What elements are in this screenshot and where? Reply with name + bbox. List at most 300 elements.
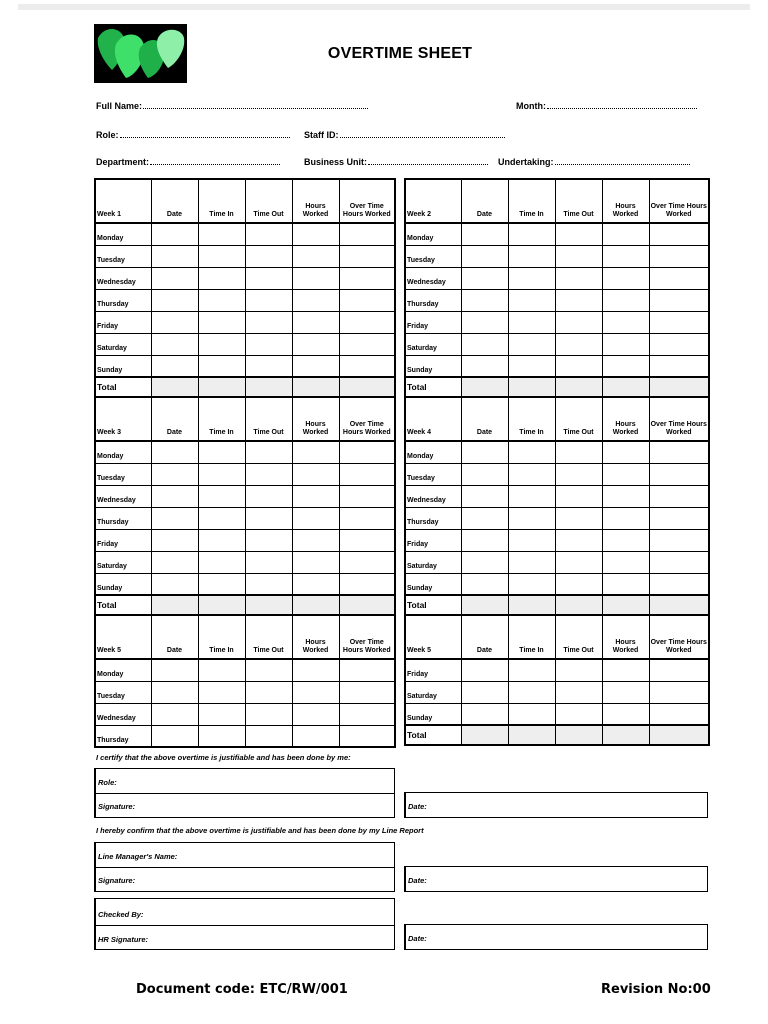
total-cell[interactable] [602, 377, 649, 397]
entry-cell[interactable] [198, 573, 245, 595]
full-name-field[interactable] [96, 101, 368, 111]
entry-cell[interactable] [339, 703, 395, 725]
entry-cell[interactable] [245, 289, 292, 311]
month-label: Month: [516, 101, 546, 111]
certify-statement: I certify that the above overtime is justifiable and has been done by me: [96, 753, 351, 762]
undertaking-line [555, 157, 690, 165]
entry-cell[interactable] [602, 289, 649, 311]
week-2-table [404, 178, 710, 398]
day-label: Thursday [95, 725, 151, 747]
entry-cell[interactable] [151, 703, 198, 725]
table-row [405, 507, 709, 529]
entry-cell[interactable] [245, 441, 292, 463]
table-header-row [405, 179, 709, 223]
entry-cell[interactable] [649, 681, 709, 703]
entry-cell[interactable] [245, 529, 292, 551]
entry-cell[interactable] [151, 507, 198, 529]
divider [96, 867, 394, 868]
entry-cell[interactable] [151, 245, 198, 267]
entry-cell[interactable] [555, 223, 602, 245]
undertaking-field[interactable] [498, 157, 690, 167]
entry-cell[interactable] [461, 551, 508, 573]
entry-cell[interactable] [339, 573, 395, 595]
entry-cell[interactable] [602, 703, 649, 725]
entry-cell[interactable] [151, 223, 198, 245]
entry-cell[interactable] [508, 333, 555, 355]
total-cell[interactable] [461, 725, 508, 745]
entry-cell[interactable] [198, 725, 245, 747]
entry-cell[interactable] [649, 311, 709, 333]
column-header: Time In [198, 397, 245, 441]
entry-cell[interactable] [602, 507, 649, 529]
table-row [95, 355, 395, 377]
manager-signature-field[interactable]: Signature: [98, 876, 136, 885]
entry-cell[interactable] [649, 659, 709, 681]
entry-cell[interactable] [508, 507, 555, 529]
total-cell[interactable] [602, 725, 649, 745]
entry-cell[interactable] [508, 681, 555, 703]
entry-cell[interactable] [151, 333, 198, 355]
entry-cell[interactable] [339, 551, 395, 573]
table-row [95, 551, 395, 573]
entry-cell[interactable] [649, 573, 709, 595]
entry-cell[interactable] [555, 289, 602, 311]
entry-cell[interactable] [461, 681, 508, 703]
week-3-table [94, 396, 396, 616]
manager-date-box[interactable] [404, 866, 708, 892]
entry-cell[interactable] [292, 355, 339, 377]
total-cell[interactable] [508, 595, 555, 615]
entry-cell[interactable] [649, 441, 709, 463]
day-label: Tuesday [95, 681, 151, 703]
entry-cell[interactable] [245, 333, 292, 355]
entry-cell[interactable] [151, 659, 198, 681]
entry-cell[interactable] [461, 529, 508, 551]
column-header: Over Time Hours Worked [339, 397, 395, 441]
entry-cell[interactable] [649, 355, 709, 377]
entry-cell[interactable] [555, 333, 602, 355]
entry-cell[interactable] [198, 659, 245, 681]
entry-cell[interactable] [339, 311, 395, 333]
column-header: Date [151, 615, 198, 659]
entry-cell[interactable] [602, 659, 649, 681]
entry-cell[interactable] [508, 267, 555, 289]
total-cell[interactable] [245, 595, 292, 615]
entry-cell[interactable] [292, 507, 339, 529]
entry-cell[interactable] [198, 245, 245, 267]
entry-cell[interactable] [151, 267, 198, 289]
line-manager-name-field[interactable]: Line Manager's Name: [98, 852, 178, 861]
entry-cell[interactable] [508, 355, 555, 377]
table-row [405, 245, 709, 267]
entry-cell[interactable] [198, 223, 245, 245]
entry-cell[interactable] [555, 573, 602, 595]
entry-cell[interactable] [292, 333, 339, 355]
full-name-label: Full Name: [96, 101, 143, 111]
column-header: Time Out [245, 179, 292, 223]
entry-cell[interactable] [245, 311, 292, 333]
table-row [405, 223, 709, 245]
employee-role-field[interactable]: Role: [98, 778, 117, 787]
entry-cell[interactable] [198, 703, 245, 725]
entry-cell[interactable] [649, 551, 709, 573]
entry-cell[interactable] [339, 507, 395, 529]
table-row [95, 289, 395, 311]
entry-cell[interactable] [151, 355, 198, 377]
divider [96, 925, 394, 926]
entry-cell[interactable] [245, 573, 292, 595]
table-row [405, 681, 709, 703]
day-label: Tuesday [405, 463, 461, 485]
entry-cell[interactable] [602, 245, 649, 267]
entry-cell[interactable] [555, 681, 602, 703]
entry-cell[interactable] [151, 725, 198, 747]
entry-cell[interactable] [339, 333, 395, 355]
entry-cell[interactable] [245, 245, 292, 267]
entry-cell[interactable] [339, 441, 395, 463]
entry-cell[interactable] [461, 463, 508, 485]
table-row [405, 659, 709, 681]
entry-cell[interactable] [508, 289, 555, 311]
total-cell[interactable] [555, 595, 602, 615]
table-row [405, 463, 709, 485]
entry-cell[interactable] [602, 529, 649, 551]
entry-cell[interactable] [151, 485, 198, 507]
entry-cell[interactable] [461, 355, 508, 377]
table-row [95, 463, 395, 485]
total-cell[interactable] [245, 377, 292, 397]
day-label: Thursday [405, 507, 461, 529]
entry-cell[interactable] [339, 485, 395, 507]
day-label: Tuesday [95, 463, 151, 485]
entry-cell[interactable] [508, 441, 555, 463]
entry-cell[interactable] [508, 703, 555, 725]
entry-cell[interactable] [339, 529, 395, 551]
hr-date-field[interactable]: Date: [408, 934, 427, 943]
entry-cell[interactable] [339, 463, 395, 485]
entry-cell[interactable] [245, 659, 292, 681]
entry-cell[interactable] [245, 551, 292, 573]
entry-cell[interactable] [508, 311, 555, 333]
entry-cell[interactable] [555, 659, 602, 681]
entry-cell[interactable] [292, 485, 339, 507]
day-label: Saturday [405, 551, 461, 573]
total-cell[interactable] [649, 725, 709, 745]
entry-cell[interactable] [245, 703, 292, 725]
week-5-continued-table [404, 614, 710, 746]
entry-cell[interactable] [602, 441, 649, 463]
entry-cell[interactable] [508, 659, 555, 681]
entry-cell[interactable] [245, 355, 292, 377]
entry-cell[interactable] [339, 681, 395, 703]
entry-cell[interactable] [602, 333, 649, 355]
checked-by-field[interactable]: Checked By: [98, 910, 144, 919]
role-field[interactable] [96, 130, 290, 140]
entry-cell[interactable] [461, 245, 508, 267]
entry-cell[interactable] [292, 703, 339, 725]
entry-cell[interactable] [461, 573, 508, 595]
column-header: Hours Worked [292, 397, 339, 441]
total-cell[interactable] [508, 377, 555, 397]
day-label: Monday [95, 659, 151, 681]
entry-cell[interactable] [151, 463, 198, 485]
entry-cell[interactable] [602, 551, 649, 573]
table-row [95, 529, 395, 551]
total-cell[interactable] [508, 725, 555, 745]
business-unit-field[interactable] [304, 157, 488, 167]
staff-id-line [340, 130, 505, 138]
manager-date-field[interactable]: Date: [408, 876, 427, 885]
entry-cell[interactable] [151, 551, 198, 573]
column-header: Time Out [555, 179, 602, 223]
entry-cell[interactable] [555, 245, 602, 267]
week-5-table [94, 614, 396, 748]
entry-cell[interactable] [461, 659, 508, 681]
entry-cell[interactable] [649, 289, 709, 311]
entry-cell[interactable] [151, 311, 198, 333]
entry-cell[interactable] [339, 223, 395, 245]
column-header: Date [461, 179, 508, 223]
entry-cell[interactable] [555, 507, 602, 529]
total-cell[interactable] [461, 595, 508, 615]
total-cell[interactable] [292, 595, 339, 615]
entry-cell[interactable] [602, 681, 649, 703]
entry-cell[interactable] [245, 507, 292, 529]
entry-cell[interactable] [151, 681, 198, 703]
entry-cell[interactable] [461, 289, 508, 311]
total-label: Total [405, 725, 461, 745]
entry-cell[interactable] [245, 463, 292, 485]
department-field[interactable] [96, 157, 280, 167]
entry-cell[interactable] [198, 355, 245, 377]
entry-cell[interactable] [508, 245, 555, 267]
entry-cell[interactable] [292, 441, 339, 463]
column-header: Time In [508, 615, 555, 659]
entry-cell[interactable] [649, 245, 709, 267]
staff-id-field[interactable] [304, 130, 505, 140]
entry-cell[interactable] [339, 267, 395, 289]
entry-cell[interactable] [292, 725, 339, 747]
total-cell[interactable] [649, 377, 709, 397]
entry-cell[interactable] [649, 333, 709, 355]
entry-cell[interactable] [339, 245, 395, 267]
entry-cell[interactable] [245, 725, 292, 747]
total-row [405, 595, 709, 615]
entry-cell[interactable] [555, 441, 602, 463]
entry-cell[interactable] [602, 485, 649, 507]
entry-cell[interactable] [555, 267, 602, 289]
employee-date-field[interactable]: Date: [408, 802, 427, 811]
table-row [95, 441, 395, 463]
entry-cell[interactable] [292, 681, 339, 703]
entry-cell[interactable] [339, 725, 395, 747]
total-cell[interactable] [151, 377, 198, 397]
entry-cell[interactable] [339, 355, 395, 377]
entry-cell[interactable] [339, 289, 395, 311]
entry-cell[interactable] [245, 681, 292, 703]
week-label: Week 5 [95, 615, 151, 659]
day-label: Thursday [95, 289, 151, 311]
entry-cell[interactable] [508, 529, 555, 551]
entry-cell[interactable] [602, 311, 649, 333]
entry-cell[interactable] [508, 551, 555, 573]
entry-cell[interactable] [151, 289, 198, 311]
day-label: Wednesday [95, 485, 151, 507]
entry-cell[interactable] [292, 311, 339, 333]
employee-date-box[interactable] [404, 792, 708, 818]
entry-cell[interactable] [555, 551, 602, 573]
entry-cell[interactable] [151, 573, 198, 595]
table-row [95, 245, 395, 267]
entry-cell[interactable] [292, 529, 339, 551]
entry-cell[interactable] [198, 551, 245, 573]
entry-cell[interactable] [602, 267, 649, 289]
entry-cell[interactable] [151, 529, 198, 551]
entry-cell[interactable] [461, 333, 508, 355]
total-cell[interactable] [339, 595, 395, 615]
page-top-edge [18, 4, 750, 10]
total-cell[interactable] [649, 595, 709, 615]
employee-signature-field[interactable]: Signature: [98, 802, 136, 811]
entry-cell[interactable] [198, 333, 245, 355]
day-label: Monday [405, 441, 461, 463]
table-row [95, 573, 395, 595]
column-header: Time Out [245, 397, 292, 441]
entry-cell[interactable] [602, 223, 649, 245]
entry-cell[interactable] [292, 573, 339, 595]
week-label: Week 4 [405, 397, 461, 441]
column-header: Time In [508, 397, 555, 441]
total-label: Total [95, 595, 151, 615]
entry-cell[interactable] [649, 267, 709, 289]
hr-signoff-box [94, 898, 395, 950]
entry-cell[interactable] [198, 441, 245, 463]
total-cell[interactable] [602, 595, 649, 615]
entry-cell[interactable] [245, 485, 292, 507]
entry-cell[interactable] [649, 463, 709, 485]
entry-cell[interactable] [198, 311, 245, 333]
entry-cell[interactable] [555, 311, 602, 333]
day-label: Sunday [405, 355, 461, 377]
day-label: Wednesday [95, 703, 151, 725]
table-row [405, 573, 709, 595]
entry-cell[interactable] [292, 463, 339, 485]
hr-signature-field[interactable]: HR Signature: [98, 935, 149, 944]
column-header: Date [461, 397, 508, 441]
total-label: Total [405, 595, 461, 615]
entry-cell[interactable] [555, 703, 602, 725]
column-header: Hours Worked [292, 179, 339, 223]
column-header: Over Time Hours Worked [649, 179, 709, 223]
entry-cell[interactable] [292, 267, 339, 289]
entry-cell[interactable] [198, 267, 245, 289]
business-unit-line [368, 157, 488, 165]
entry-cell[interactable] [292, 245, 339, 267]
table-row [95, 725, 395, 747]
entry-cell[interactable] [461, 485, 508, 507]
entry-cell[interactable] [649, 703, 709, 725]
column-header: Over Time Hours Worked [339, 615, 395, 659]
entry-cell[interactable] [245, 223, 292, 245]
entry-cell[interactable] [555, 529, 602, 551]
entry-cell[interactable] [508, 463, 555, 485]
entry-cell[interactable] [245, 267, 292, 289]
total-cell[interactable] [151, 595, 198, 615]
total-cell[interactable] [339, 377, 395, 397]
entry-cell[interactable] [198, 681, 245, 703]
entry-cell[interactable] [508, 485, 555, 507]
day-label: Sunday [405, 703, 461, 725]
table-row [95, 703, 395, 725]
month-field[interactable] [516, 101, 697, 111]
table-header-row [405, 397, 709, 441]
total-cell[interactable] [461, 377, 508, 397]
total-cell[interactable] [198, 595, 245, 615]
entry-cell[interactable] [649, 529, 709, 551]
entry-cell[interactable] [461, 267, 508, 289]
entry-cell[interactable] [292, 551, 339, 573]
entry-cell[interactable] [649, 507, 709, 529]
column-header: Date [461, 615, 508, 659]
entry-cell[interactable] [339, 659, 395, 681]
total-cell[interactable] [555, 377, 602, 397]
document-title: OVERTIME SHEET [327, 45, 473, 62]
entry-cell[interactable] [198, 485, 245, 507]
entry-cell[interactable] [461, 703, 508, 725]
day-label: Sunday [95, 573, 151, 595]
column-header: Hours Worked [602, 615, 649, 659]
entry-cell[interactable] [461, 223, 508, 245]
entry-cell[interactable] [461, 441, 508, 463]
table-row [405, 289, 709, 311]
employee-signoff-box [94, 768, 395, 818]
day-label: Wednesday [405, 485, 461, 507]
entry-cell[interactable] [198, 463, 245, 485]
entry-cell[interactable] [649, 485, 709, 507]
entry-cell[interactable] [602, 463, 649, 485]
table-row [95, 507, 395, 529]
entry-cell[interactable] [555, 355, 602, 377]
entry-cell[interactable] [151, 441, 198, 463]
entry-cell[interactable] [602, 573, 649, 595]
entry-cell[interactable] [198, 529, 245, 551]
entry-cell[interactable] [461, 311, 508, 333]
day-label: Friday [95, 529, 151, 551]
entry-cell[interactable] [555, 463, 602, 485]
entry-cell[interactable] [508, 223, 555, 245]
total-cell[interactable] [555, 725, 602, 745]
column-header: Over Time Hours Worked [339, 179, 395, 223]
entry-cell[interactable] [555, 485, 602, 507]
total-cell[interactable] [198, 377, 245, 397]
entry-cell[interactable] [198, 289, 245, 311]
total-cell[interactable] [292, 377, 339, 397]
entry-cell[interactable] [198, 507, 245, 529]
table-row [405, 551, 709, 573]
entry-cell[interactable] [508, 573, 555, 595]
entry-cell[interactable] [461, 507, 508, 529]
table-row [405, 485, 709, 507]
entry-cell[interactable] [292, 223, 339, 245]
entry-cell[interactable] [292, 289, 339, 311]
entry-cell[interactable] [602, 355, 649, 377]
column-header: Hours Worked [602, 397, 649, 441]
month-line [547, 101, 697, 109]
table-header-row [95, 179, 395, 223]
hr-date-box[interactable] [404, 924, 708, 950]
entry-cell[interactable] [649, 223, 709, 245]
entry-cell[interactable] [292, 659, 339, 681]
